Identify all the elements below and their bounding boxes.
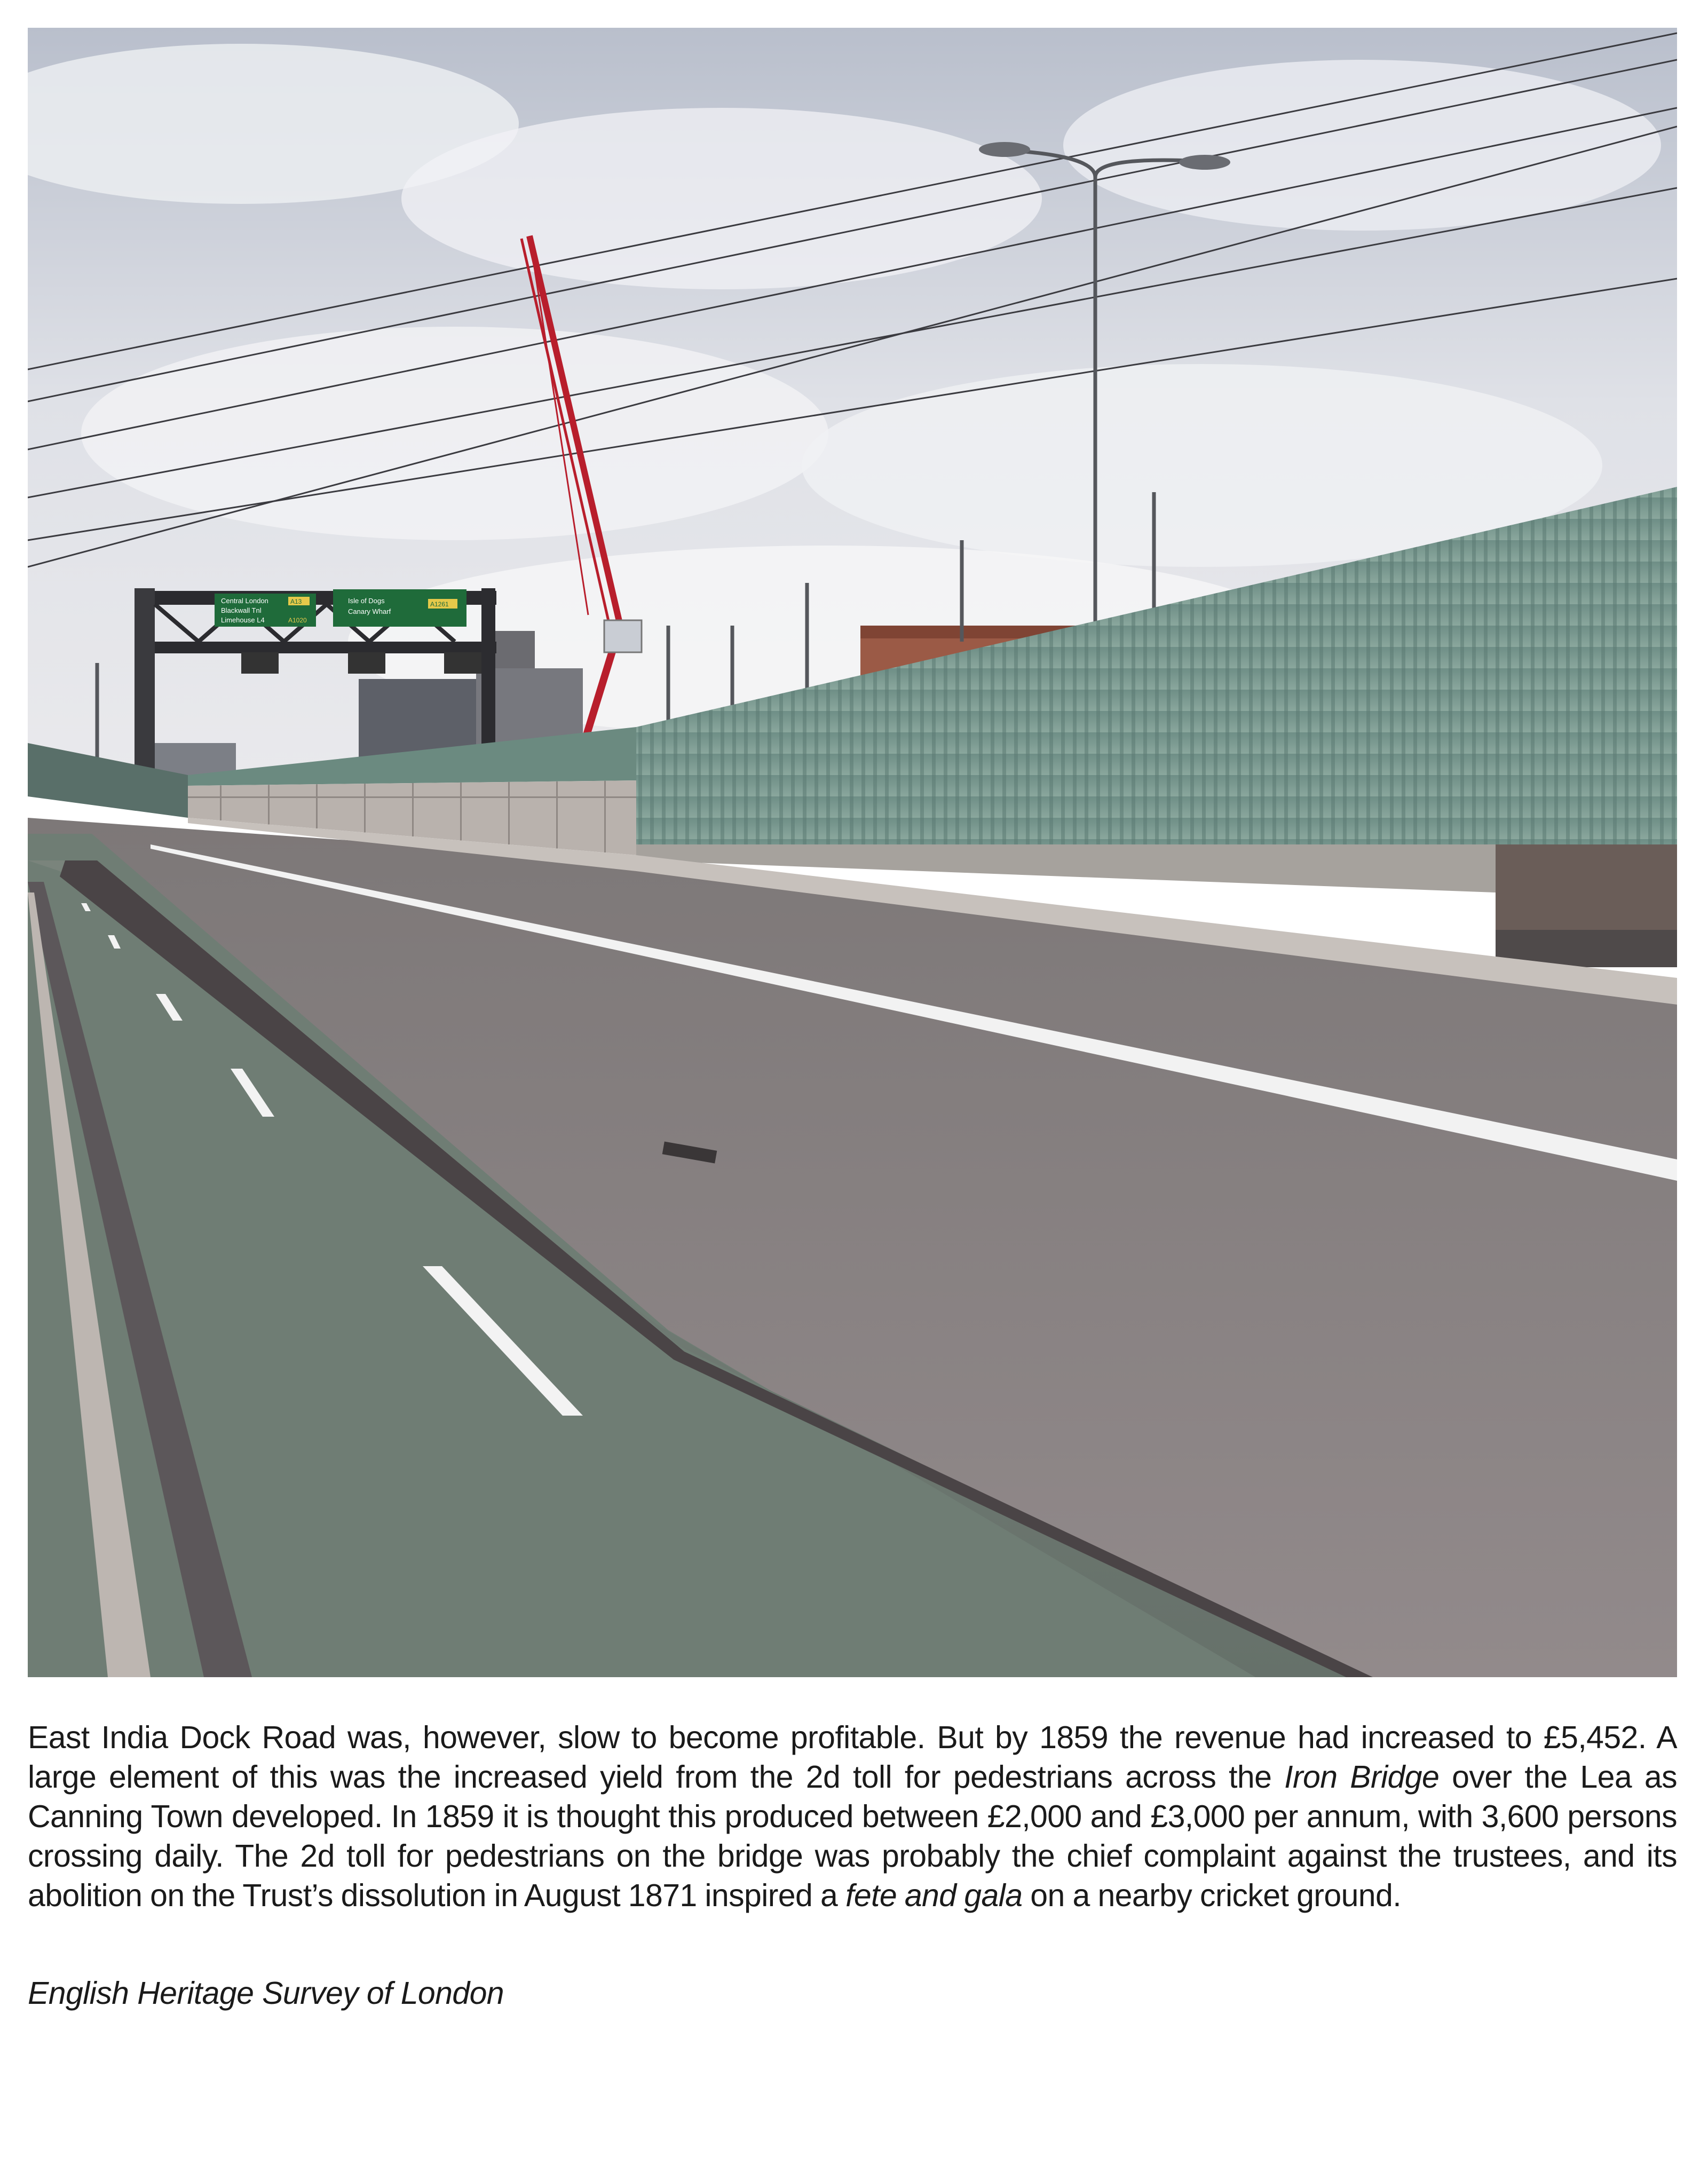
sign-left-road1: A13	[290, 598, 302, 605]
caption-italic-fete-gala: fete and gala	[845, 1878, 1023, 1913]
caption-italic-iron-bridge: Iron Bridge	[1284, 1759, 1440, 1795]
sign-left-line3: Limehouse L4	[221, 616, 265, 624]
caption-text-1: East India Dock Road was, however, slow to become profitable. But by 1859 the revenue had increased to £5,452. A large element of this was the increased yield from the 2d toll for pedestrians across the	[28, 1720, 1677, 1795]
sign-left-road2: A1020	[288, 617, 307, 624]
direction-sign-right	[333, 589, 466, 627]
source-credit: English Heritage Survey of London	[28, 1976, 504, 2011]
caption-text-3: on a nearby cricket ground.	[1022, 1878, 1402, 1913]
caption-text-2: over the Lea as Canning Town developed. In 1859 it is thought this produced between £2,000 and £3,000 per annum, with 3,600 persons crossing daily. The 2d toll for pedestrians on the bridge was probably the chief complaint against the trustees, and its abolition on the Trust’s dissolution in August 1871 inspired a	[28, 1759, 1677, 1913]
sign-right-road: A1261	[430, 601, 449, 608]
direction-sign-left	[215, 594, 316, 627]
sign-right-line2: Canary Wharf	[348, 607, 391, 615]
sign-left-line1: Central London	[221, 597, 268, 605]
caption-paragraph	[28, 1718, 1677, 1915]
sign-right-line1: Isle of Dogs	[348, 597, 385, 605]
road-photograph	[28, 28, 1677, 1677]
sign-left-line2: Blackwall Tnl	[221, 606, 262, 614]
